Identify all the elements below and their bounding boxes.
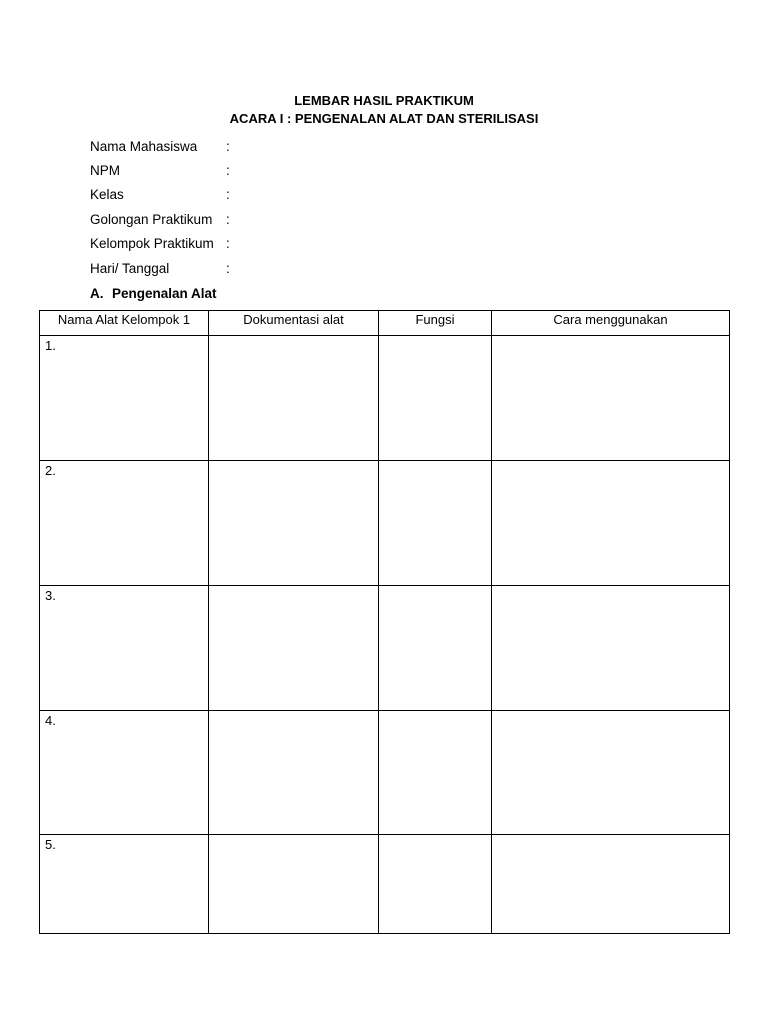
- table-row: [40, 336, 730, 461]
- cell-fungsi: [379, 586, 492, 711]
- header-nama-alat: Nama Alat Kelompok 1: [40, 311, 209, 336]
- cell-cara-menggunakan: [492, 586, 730, 711]
- header-fungsi: Fungsi: [379, 311, 492, 336]
- cell-dokumentasi: [209, 336, 379, 461]
- cell-dokumentasi: [209, 586, 379, 711]
- field-colon: :: [226, 212, 230, 227]
- field-colon: :: [226, 236, 230, 251]
- table-header-row: [40, 311, 730, 336]
- tool-table: [39, 310, 730, 934]
- header-dokumentasi: Dokumentasi alat: [209, 311, 379, 336]
- cell-cara-menggunakan: [492, 336, 730, 461]
- table-row: [40, 586, 730, 711]
- row-number: 4.: [40, 711, 209, 835]
- header-cara-menggunakan: Cara menggunakan: [492, 311, 730, 336]
- field-colon: :: [226, 187, 230, 202]
- row-number: 5.: [40, 835, 209, 934]
- cell-dokumentasi: [209, 835, 379, 934]
- section-number: A.: [90, 286, 104, 301]
- row-number: 2.: [40, 461, 209, 586]
- cell-dokumentasi: [209, 461, 379, 586]
- row-number: 1.: [40, 336, 209, 461]
- cell-cara-menggunakan: [492, 461, 730, 586]
- field-colon: :: [226, 163, 230, 178]
- section-title: Pengenalan Alat: [112, 286, 217, 301]
- table-row: [40, 711, 730, 835]
- cell-fungsi: [379, 461, 492, 586]
- cell-fungsi: [379, 835, 492, 934]
- cell-cara-menggunakan: [492, 835, 730, 934]
- section-heading: [90, 286, 217, 301]
- cell-cara-menggunakan: [492, 711, 730, 835]
- row-number: 3.: [40, 586, 209, 711]
- cell-fungsi: [379, 711, 492, 835]
- field-label: Nama Mahasiswa: [90, 139, 198, 154]
- field-label: Kelas: [90, 187, 124, 202]
- field-colon: :: [226, 139, 230, 154]
- table-row: [40, 835, 730, 934]
- cell-fungsi: [379, 336, 492, 461]
- field-colon: :: [226, 261, 230, 276]
- field-label: Golongan Praktikum: [90, 212, 213, 227]
- field-label: NPM: [90, 163, 120, 178]
- document-title: LEMBAR HASIL PRAKTIKUM: [294, 93, 474, 108]
- field-label: Kelompok Praktikum: [90, 236, 214, 251]
- cell-dokumentasi: [209, 711, 379, 835]
- field-label: Hari/ Tanggal: [90, 261, 170, 276]
- table-row: [40, 461, 730, 586]
- document-subtitle: ACARA I : PENGENALAN ALAT DAN STERILISASI: [229, 111, 539, 126]
